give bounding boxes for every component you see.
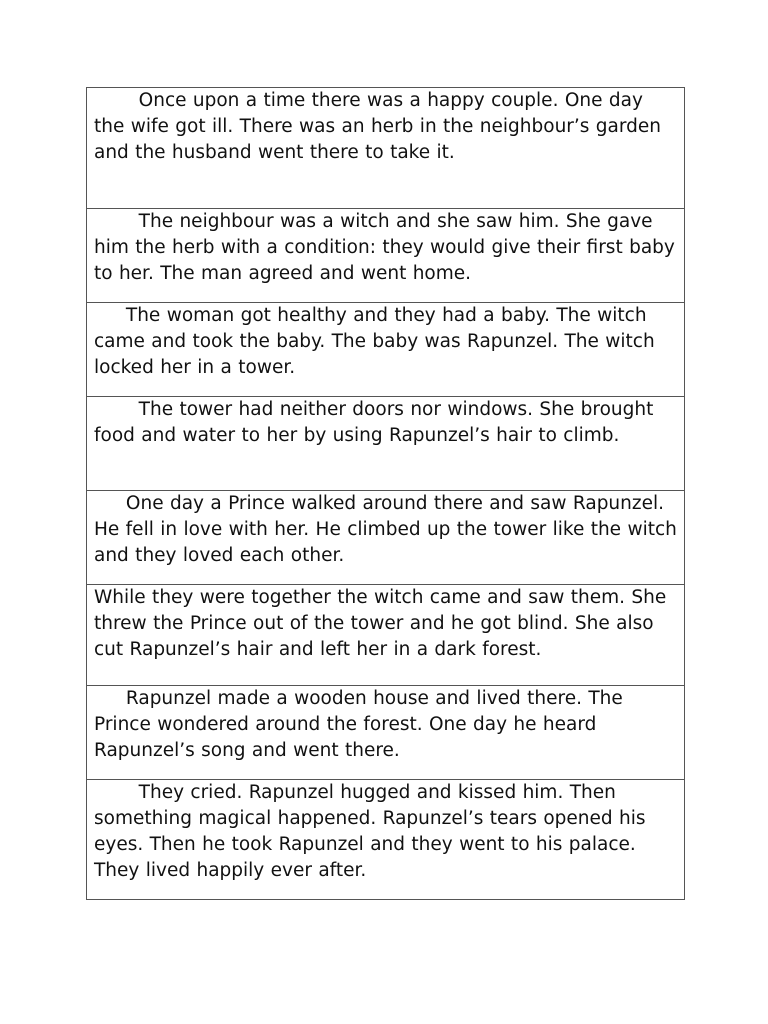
story-row-text: The tower had neither doors nor windows. She brought food and water to her by using Rapunzel’s hair to climb. [94,399,660,446]
story-row-8 [87,780,684,900]
story-row-text: While they were together the witch came and saw them. She threw the Prince out of the tower and he got blind. She also cut Rapunzel’s hair and left her in a dark forest. [94,587,673,660]
story-row-text: The neighbour was a witch and she saw him. She gave him the herb with a condition: they would give their first baby to her. The man agreed and went home. [94,211,682,284]
story-row-1 [87,88,684,209]
story-row-4 [87,397,684,491]
story-row-2 [87,209,684,303]
story-row-text: Once upon a time there was a happy couple. One day the wife got ill. There was an herb in the neighbour’s garden and the husband went there to take it. [94,90,668,163]
story-row-text: One day a Prince walked around there and saw Rapunzel. He fell in love with her. He climbed up the tower like the witch and they loved each other. [94,493,684,566]
story-row-text: The woman got healthy and they had a baby. The witch came and took the baby. The baby was Rapunzel. The witch locked her in a tower. [94,305,662,378]
story-table [86,87,685,900]
story-row-text: Rapunzel made a wooden house and lived there. The Prince wondered around the forest. One day he heard Rapunzel’s song and went there. [94,688,630,761]
story-row-3 [87,303,684,397]
story-row-6 [87,585,684,686]
story-row-5 [87,491,684,585]
story-row-text: They cried. Rapunzel hugged and kissed him. Then something magical happened. Rapunzel’s tears opened his eyes. Then he took Rapunzel and they went to his palace. They lived happily ever after. [94,782,652,881]
story-row-7 [87,686,684,780]
